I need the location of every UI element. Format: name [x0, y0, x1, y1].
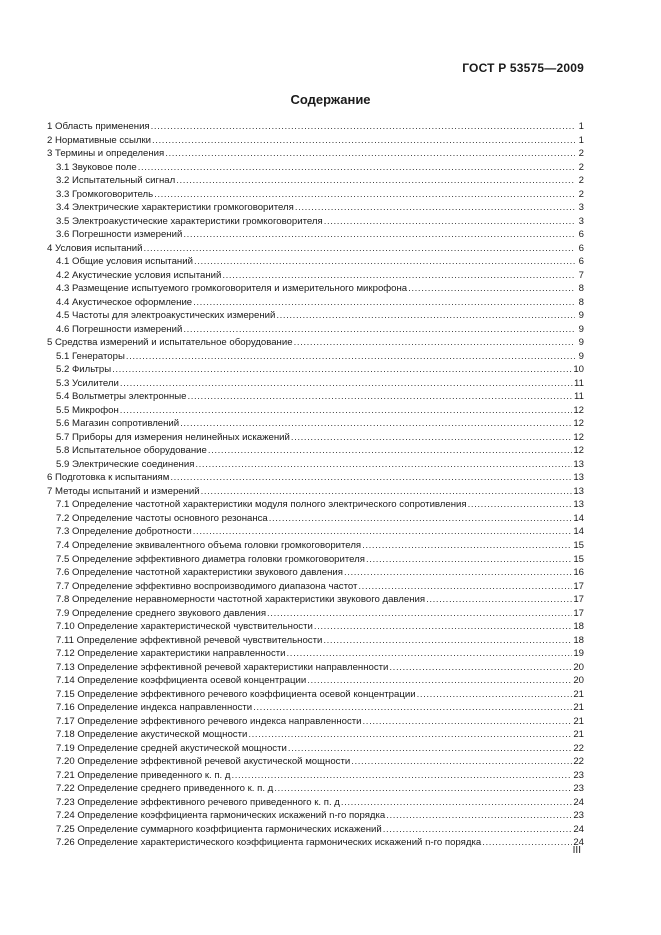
toc-entry-page: 12 — [573, 431, 584, 443]
toc-entry-label: 7.24 Определение коэффициента гармонических искажений n-го порядка — [56, 810, 386, 822]
toc-entry-label: 4.2 Акустические условия испытаний — [56, 269, 222, 281]
toc-entry-page: 12 — [573, 404, 584, 416]
toc-entry-label: 5.3 Усилители — [56, 377, 119, 389]
toc-entry[interactable] — [47, 215, 584, 229]
toc-entry[interactable] — [47, 282, 584, 296]
toc-entry-label: 5.5 Микрофон — [56, 404, 119, 416]
toc-entry-label: 4 Условия испытаний — [47, 242, 143, 254]
toc-entry[interactable] — [47, 593, 584, 607]
toc-entry-label: 7.5 Определение эффективного диаметра головки громкоговорителя — [56, 553, 365, 565]
toc-entry-page: 17 — [573, 580, 584, 592]
toc-entry-page: 8 — [578, 296, 584, 308]
toc-entry-label: 7.6 Определение частотной характеристики звукового давления — [56, 567, 343, 579]
dot-leader — [112, 363, 572, 377]
toc-entry-label: 3.5 Электроакустические характеристики громкоговорителя — [56, 215, 323, 227]
dot-leader — [269, 512, 573, 526]
toc-entry-label: 7.16 Определение индекса направленности — [56, 702, 253, 714]
toc-entry[interactable] — [47, 688, 584, 702]
toc-entry-label: 7.8 Определение неравномерности частотной характеристики звукового давления — [56, 594, 426, 606]
table-of-contents — [47, 120, 584, 850]
toc-entry-page: 9 — [578, 323, 584, 335]
toc-entry[interactable] — [47, 296, 584, 310]
toc-entry-label: 5 Средства измерений и испытательное оборудование — [47, 337, 293, 349]
toc-entry-page: 1 — [578, 134, 584, 146]
toc-entry-label: 7.7 Определение эффективно воспроизводимого диапазона частот — [56, 580, 358, 592]
toc-entry[interactable] — [47, 809, 584, 823]
toc-entry-page: 2 — [578, 188, 584, 200]
dot-leader — [389, 661, 572, 675]
toc-entry-label: 6 Подготовка к испытаниям — [47, 472, 170, 484]
toc-entry[interactable] — [47, 147, 584, 161]
dot-leader — [120, 377, 573, 391]
toc-entry-label: 7.13 Определение эффективной речевой характеристики направленности — [56, 661, 389, 673]
toc-entry-page: 1 — [578, 121, 584, 132]
toc-entry-page: 16 — [573, 567, 584, 579]
dot-leader — [383, 823, 573, 837]
toc-entry-page: 18 — [573, 621, 584, 633]
toc-entry-page: 12 — [573, 445, 584, 457]
toc-entry-page: 17 — [573, 594, 584, 606]
toc-entry-page: 22 — [573, 742, 584, 754]
dot-leader — [267, 607, 572, 621]
dot-leader — [417, 688, 573, 702]
dot-leader — [468, 498, 573, 512]
toc-entry-label: 7.26 Определение характеристического коэффициента гармонических искажений n-го порядка — [56, 837, 482, 849]
page-number: III — [572, 845, 581, 856]
toc-entry-page: 14 — [573, 526, 584, 538]
toc-entry-label: 5.8 Испытательное оборудование — [56, 445, 207, 457]
toc-entry-label: 7.20 Определение эффективной речевой акустической мощности — [56, 756, 351, 768]
toc-entry[interactable] — [47, 120, 584, 134]
toc-entry-page: 6 — [578, 242, 584, 254]
toc-entry-page: 13 — [573, 499, 584, 511]
toc-entry[interactable] — [47, 701, 584, 715]
toc-entry-page: 24 — [573, 796, 584, 808]
toc-entry-page: 14 — [573, 512, 584, 524]
toc-entry-page: 6 — [578, 229, 584, 241]
toc-entry-label: 4.3 Размещение испытуемого громкоговорителя и измерительного микрофона — [56, 283, 408, 295]
toc-entry-label: 3.2 Испытательный сигнал — [56, 175, 176, 187]
dot-leader — [294, 336, 575, 350]
dot-leader — [287, 647, 573, 661]
dot-leader — [195, 458, 572, 472]
toc-entry-page: 2 — [578, 148, 584, 160]
toc-entry-page: 3 — [578, 215, 584, 227]
toc-entry-page: 12 — [573, 418, 584, 430]
dot-leader — [120, 404, 573, 418]
toc-entry-page: 13 — [573, 485, 584, 497]
toc-entry-label: 7.11 Определение эффективной речевой чувствительности — [56, 634, 323, 646]
toc-entry[interactable] — [47, 134, 584, 148]
toc-entry-page: 9 — [578, 350, 584, 362]
toc-entry-page: 21 — [573, 715, 584, 727]
dot-leader — [362, 539, 572, 553]
toc-entry-page: 2 — [578, 161, 584, 173]
toc-entry-page: 11 — [574, 391, 584, 403]
toc-entry-label: 7.1 Определение частотной характеристики модуля полного электрического сопротивления — [56, 499, 467, 511]
dot-leader — [222, 269, 575, 283]
toc-entry-label: 4.5 Частоты для электроакустических измерений — [56, 310, 276, 322]
dot-leader — [351, 755, 572, 769]
toc-entry[interactable] — [47, 255, 584, 269]
dot-leader — [248, 728, 572, 742]
toc-entry[interactable] — [47, 417, 584, 431]
toc-entry[interactable] — [47, 728, 584, 742]
dot-leader — [324, 215, 575, 229]
toc-entry-page: 2 — [578, 175, 584, 187]
toc-entry[interactable] — [47, 377, 584, 391]
dot-leader — [307, 674, 572, 688]
dot-leader — [274, 782, 572, 796]
toc-entry-label: 5.7 Приборы для измерения нелинейных искажений — [56, 431, 290, 443]
toc-entry-page: 20 — [573, 675, 584, 687]
toc-entry[interactable] — [47, 769, 584, 783]
toc-entry-label: 7.14 Определение коэффициента осевой концентрации — [56, 675, 307, 687]
dot-leader — [138, 161, 575, 175]
dot-leader — [231, 769, 572, 783]
dot-leader — [165, 147, 575, 161]
toc-entry[interactable] — [47, 201, 584, 215]
toc-entry[interactable] — [47, 647, 584, 661]
toc-entry-page: 15 — [573, 539, 584, 551]
toc-entry[interactable] — [47, 512, 584, 526]
toc-entry-label: 7.3 Определение добротности — [56, 526, 192, 538]
toc-entry-label: 7.2 Определение частоты основного резонанса — [56, 512, 268, 524]
toc-entry[interactable] — [47, 607, 584, 621]
toc-entry-page: 7 — [578, 269, 584, 281]
toc-entry[interactable] — [47, 188, 584, 202]
dot-leader — [194, 255, 575, 269]
toc-entry-page: 17 — [573, 607, 584, 619]
toc-entry-page: 3 — [578, 202, 584, 214]
toc-entry[interactable] — [47, 323, 584, 337]
dot-leader — [144, 242, 576, 256]
toc-entry-label: 7.9 Определение среднего звукового давления — [56, 607, 267, 619]
toc-entry[interactable] — [47, 444, 584, 458]
toc-entry-page: 18 — [573, 634, 584, 646]
toc-entry-label: 5.9 Электрические соединения — [56, 458, 195, 470]
toc-entry-label: 4.4 Акустическое оформление — [56, 296, 193, 308]
toc-entry[interactable] — [47, 823, 584, 837]
dot-leader — [170, 471, 572, 485]
toc-entry-label: 7.25 Определение суммарного коэффициента гармонических искажений — [56, 823, 382, 835]
toc-entry-page: 21 — [573, 688, 584, 700]
toc-entry[interactable] — [47, 174, 584, 188]
toc-entry[interactable] — [47, 836, 584, 850]
toc-entry[interactable] — [47, 485, 584, 499]
toc-entry-page: 6 — [578, 256, 584, 268]
toc-entry[interactable] — [47, 742, 584, 756]
toc-entry-page: 13 — [573, 458, 584, 470]
toc-entry-page: 22 — [573, 756, 584, 768]
toc-entry-label: 7.19 Определение средней акустической мощности — [56, 742, 287, 754]
dot-leader — [363, 715, 573, 729]
dot-leader — [188, 390, 574, 404]
toc-entry-label: 7.4 Определение эквивалентного объема головки громкоговорителя — [56, 539, 362, 551]
toc-entry-page: 24 — [573, 837, 584, 849]
toc-entry-page: 11 — [574, 377, 584, 389]
toc-entry[interactable] — [47, 661, 584, 675]
dot-leader — [253, 701, 572, 715]
toc-entry[interactable] — [47, 269, 584, 283]
toc-entry-label: 5.6 Магазин сопротивлений — [56, 418, 180, 430]
toc-entry-label: 5.4 Вольтметры электронные — [56, 391, 187, 403]
dot-leader — [408, 282, 575, 296]
toc-entry[interactable] — [47, 336, 584, 350]
toc-entry-page: 10 — [573, 364, 584, 376]
dot-leader — [323, 634, 572, 648]
toc-entry-page: 23 — [573, 783, 584, 795]
toc-entry-page: 19 — [573, 648, 584, 660]
toc-entry[interactable] — [47, 620, 584, 634]
toc-entry-label: 5.1 Генераторы — [56, 350, 125, 362]
dot-leader — [426, 593, 572, 607]
dot-leader — [344, 566, 572, 580]
toc-entry[interactable] — [47, 796, 584, 810]
dot-leader — [193, 525, 573, 539]
toc-entry-label: 7.15 Определение эффективного речевого коэффициента осевой концентрации — [56, 688, 416, 700]
toc-entry[interactable] — [47, 566, 584, 580]
dot-leader — [358, 580, 572, 594]
dot-leader — [314, 620, 572, 634]
toc-entry-label: 7.21 Определение приведенного к. п. д — [56, 769, 231, 781]
toc-entry[interactable] — [47, 525, 584, 539]
toc-entry[interactable] — [47, 404, 584, 418]
toc-entry-label: 7.17 Определение эффективного речевого индекса направленности — [56, 715, 362, 727]
dot-leader — [386, 809, 572, 823]
dot-leader — [180, 417, 572, 431]
toc-entry-label: 2 Нормативные ссылки — [47, 134, 152, 146]
toc-entry-page: 24 — [573, 823, 584, 835]
toc-entry-label: 3.6 Погрешности измерений — [56, 229, 183, 241]
dot-leader — [193, 296, 575, 310]
toc-entry-label: 4.1 Общие условия испытаний — [56, 256, 193, 268]
toc-entry[interactable] — [47, 782, 584, 796]
dot-leader — [183, 323, 575, 337]
dot-leader — [291, 431, 572, 445]
dot-leader — [152, 134, 575, 148]
toc-entry-label: 7.12 Определение характеристики направленности — [56, 648, 286, 660]
toc-entry[interactable] — [47, 390, 584, 404]
toc-entry-label: 3.1 Звуковое поле — [56, 161, 137, 173]
toc-entry[interactable] — [47, 471, 584, 485]
toc-entry[interactable] — [47, 715, 584, 729]
toc-entry[interactable] — [47, 431, 584, 445]
dot-leader — [126, 350, 575, 364]
toc-entry-page: 8 — [578, 283, 584, 295]
toc-entry-label: 3.3 Громкоговоритель — [56, 188, 154, 200]
toc-entry[interactable] — [47, 161, 584, 175]
toc-entry-page: 21 — [573, 729, 584, 741]
dot-leader — [482, 836, 572, 850]
toc-entry[interactable] — [47, 634, 584, 648]
toc-entry-label: 5.2 Фильтры — [56, 364, 112, 376]
toc-entry[interactable] — [47, 228, 584, 242]
toc-entry-label: 1 Область применения — [47, 121, 150, 132]
toc-entry-page: 9 — [578, 310, 584, 322]
dot-leader — [183, 228, 575, 242]
toc-entry-label: 3 Термины и определения — [47, 148, 165, 160]
toc-entry[interactable] — [47, 363, 584, 377]
toc-entry[interactable] — [47, 458, 584, 472]
toc-entry-label: 4.6 Погрешности измерений — [56, 323, 183, 335]
toc-entry-label: 7 Методы испытаний и измерений — [47, 485, 200, 497]
dot-leader — [295, 201, 575, 215]
toc-entry[interactable] — [47, 755, 584, 769]
toc-entry[interactable] — [47, 242, 584, 256]
toc-entry-page: 23 — [573, 769, 584, 781]
toc-entry-page: 20 — [573, 661, 584, 673]
toc-entry[interactable] — [47, 674, 584, 688]
toc-entry[interactable] — [47, 553, 584, 567]
document-number: ГОСТ Р 53575—2009 — [462, 61, 584, 75]
toc-entry[interactable] — [47, 498, 584, 512]
toc-entry-page: 23 — [573, 810, 584, 822]
dot-leader — [341, 796, 572, 810]
toc-entry-page: 13 — [573, 472, 584, 484]
dot-leader — [366, 553, 572, 567]
toc-entry-label: 7.23 Определение эффективного речевого приведенного к. п. д — [56, 796, 340, 808]
dot-leader — [176, 174, 575, 188]
toc-entry[interactable] — [47, 350, 584, 364]
dot-leader — [208, 444, 572, 458]
toc-entry-label: 7.18 Определение акустической мощности — [56, 729, 248, 741]
toc-entry-label: 3.4 Электрические характеристики громкоговорителя — [56, 202, 294, 214]
toc-entry[interactable] — [47, 539, 584, 553]
toc-title: Содержание — [290, 92, 371, 107]
toc-entry-label: 7.10 Определение характеристической чувствительности — [56, 621, 313, 633]
toc-entry-page: 21 — [573, 702, 584, 714]
dot-leader — [276, 309, 575, 323]
dot-leader — [201, 485, 573, 499]
toc-entry-page: 9 — [578, 337, 584, 349]
toc-entry[interactable] — [47, 309, 584, 323]
dot-leader — [154, 188, 575, 202]
toc-entry-label: 7.22 Определение среднего приведенного к. п. д — [56, 783, 274, 795]
dot-leader — [151, 120, 575, 134]
toc-entry[interactable] — [47, 580, 584, 594]
toc-entry-page: 15 — [573, 553, 584, 565]
dot-leader — [288, 742, 572, 756]
